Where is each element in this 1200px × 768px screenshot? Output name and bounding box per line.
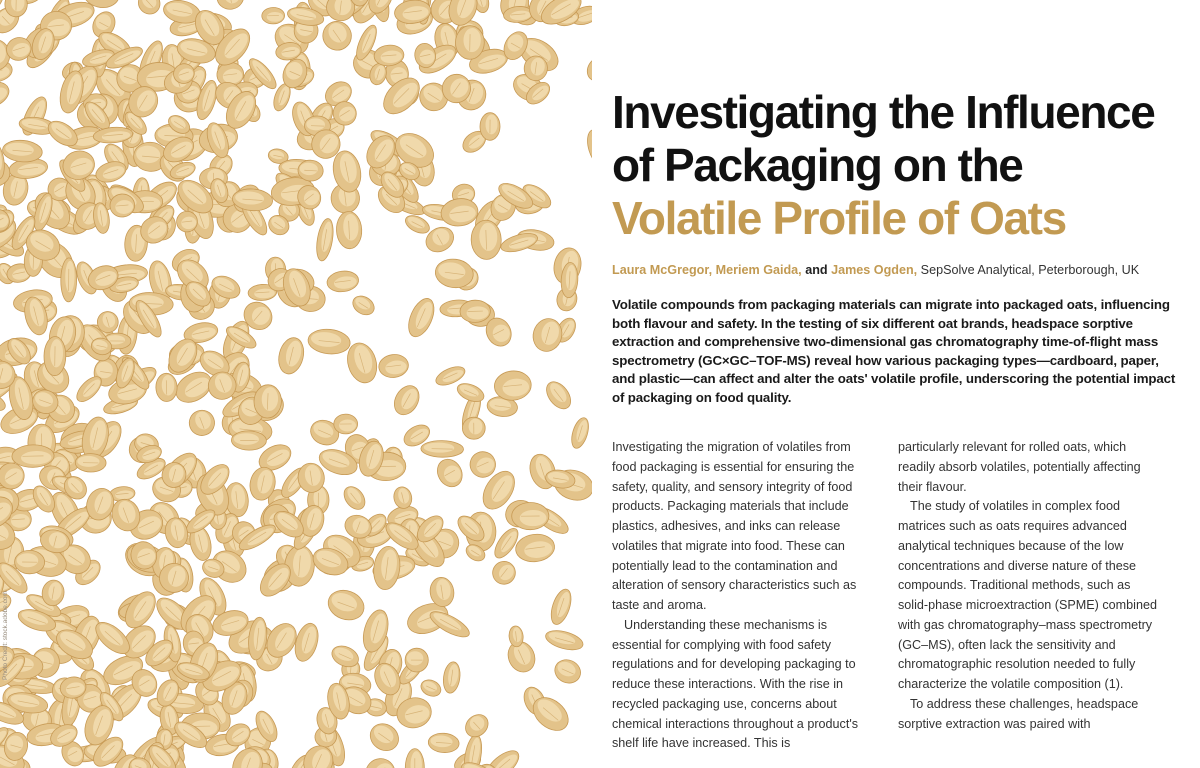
oat-flake <box>334 414 358 434</box>
oat-flake <box>291 621 322 664</box>
oat-flake <box>365 718 404 756</box>
oat-flake <box>568 416 591 450</box>
oat-flake <box>75 453 106 472</box>
body-paragraph: To address these challenges, headspace sorptive extraction was paired with <box>898 696 1139 731</box>
oat-flake <box>186 407 219 440</box>
body-paragraph: The study of volatiles in complex food matrices such as oats requires advanced analytical techniques because of the low concentrations and diverse nature of these compounds. Traditional methods, such as solid-phase microextraction (SPME) combined with gas chromatography–mass spectrometry (GC–MS), often lack the sensitivity and chromatographic resolution needed to fully characterize the volatile composition (1). <box>898 499 1157 691</box>
oat-flake <box>324 586 368 625</box>
oat-flake <box>428 732 460 753</box>
oat-flake <box>314 217 336 262</box>
oat-flake <box>418 677 443 699</box>
oat-flake <box>215 0 246 12</box>
oat-flake <box>421 440 464 457</box>
article-abstract: Volatile compounds from packaging materials can migrate into packaged oats, influencing both flavour and safety. In the testing of six different oat brands, headspace sorptive extraction and comprehensive two-dimensional gas chromatography time-of-flight mass spectrometry (GC×GC–TOF-MS) reveal how various packaging types—cardboard, paper, and plastic—can affect and alter the oats' volatile profile, underscoring the potential impact of packaging on food quality. <box>612 297 1176 405</box>
oat-flake <box>377 353 409 379</box>
body-paragraph: Understanding these mechanisms is essential for complying with food safety regulations and for developing packaging to reduce these interactions. With the rise in recycled packaging use, concerns about chemical interactions throughout a product's shelf life have increased. This is <box>612 617 859 751</box>
oat-flake <box>551 656 584 687</box>
author-name: James Ogden, <box>831 263 918 277</box>
oat-flake <box>14 550 44 574</box>
oat-flake <box>389 381 424 419</box>
oat-flakes-illustration <box>0 0 592 768</box>
oat-flake <box>231 431 266 451</box>
oat-flake <box>349 292 377 318</box>
oat-flake <box>336 211 363 249</box>
oat-flake <box>460 300 491 323</box>
body-column-1 <box>612 438 876 754</box>
oat-flake <box>439 196 479 228</box>
oat-flake <box>455 25 484 59</box>
oats-photo <box>0 0 592 768</box>
article-title <box>612 86 1192 245</box>
oat-flake <box>583 54 592 85</box>
oat-flake <box>542 377 576 413</box>
title-line-1: Investigating the Influence <box>612 86 1155 138</box>
oat-flake <box>307 327 351 355</box>
author-name: Laura McGregor, <box>612 263 713 277</box>
oat-flake <box>462 417 485 439</box>
oat-flake <box>262 7 285 24</box>
oat-flake <box>44 336 66 376</box>
oat-flake <box>325 0 356 22</box>
oat-flake <box>405 749 424 768</box>
oat-flake <box>488 557 520 589</box>
author-name: Meriem Gaida, <box>715 263 802 277</box>
oat-flake <box>326 269 360 293</box>
affiliation: SepSolve Analytical, Peterborough, UK <box>920 263 1140 277</box>
oat-flake <box>359 607 392 655</box>
oat-flake <box>360 753 401 768</box>
oat-flake <box>544 627 585 653</box>
body-column-2 <box>898 438 1162 734</box>
title-line-2: of Packaging on the <box>612 139 1023 191</box>
oat-flake <box>461 710 492 741</box>
photo-credit: Photo Credit: stock.adobe.com <box>2 591 9 680</box>
body-paragraph: Investigating the migration of volatiles from food packaging is essential for ensuring the safety, quality, and sensory integrity of food products. Packaging materials that include plastics, adhesives, and inks can release volatiles that migrate into food. These can potentially lead to the contamination and alteration of sensory characteristics such as taste and aroma. <box>612 440 857 612</box>
oat-flake <box>340 483 369 514</box>
body-paragraph: particularly relevant for rolled oats, which readily absorb volatiles, potentially affecting their flavour. <box>898 440 1141 494</box>
oat-flake <box>512 502 549 530</box>
oat-flake <box>442 661 462 694</box>
byline <box>612 263 1192 277</box>
oat-flake <box>405 648 428 672</box>
oat-flake <box>275 335 307 376</box>
oat-flake <box>514 532 556 564</box>
oat-flake <box>0 77 13 112</box>
oat-flake <box>371 545 402 591</box>
oat-flake <box>480 113 500 141</box>
oat-flake <box>547 587 575 627</box>
oat-flake <box>584 127 592 168</box>
oat-flake <box>529 315 565 354</box>
byline-conjunction: and <box>805 263 828 277</box>
oat-flake <box>134 0 164 18</box>
oat-flake <box>155 373 177 402</box>
oat-flake <box>61 258 77 302</box>
oat-flake <box>404 295 440 341</box>
oat-flake <box>433 455 467 491</box>
title-line-3: Volatile Profile of Oats <box>612 192 1066 244</box>
